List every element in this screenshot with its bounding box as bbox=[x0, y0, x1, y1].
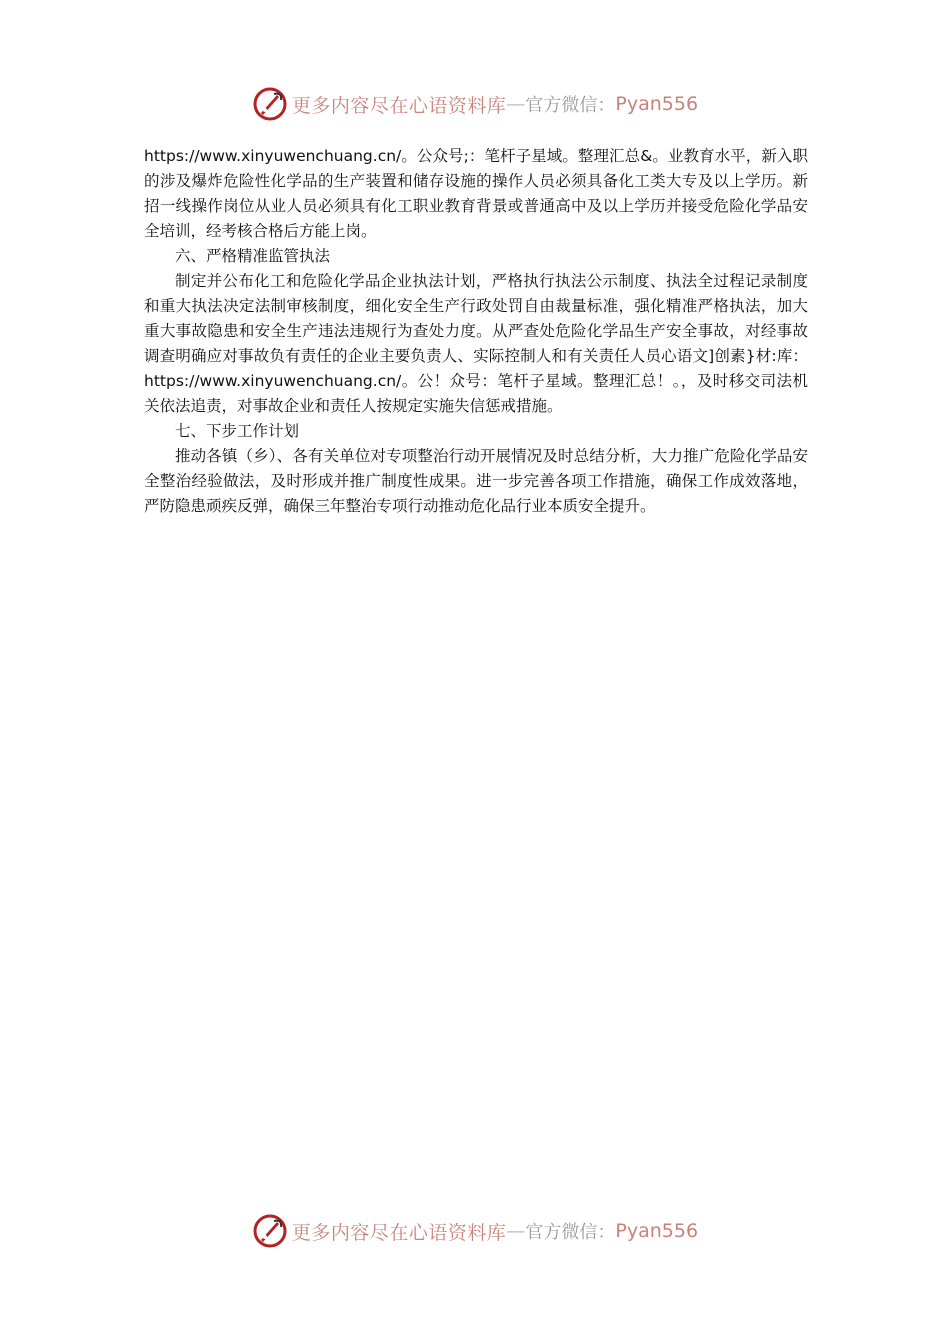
quill-seal-logo-icon bbox=[252, 86, 288, 122]
section-heading-7: 七、下步工作计划 bbox=[175, 422, 300, 440]
banner-wechat-label: 官方微信： bbox=[525, 95, 616, 116]
paragraph-intro: https://www.xinyuwenchuang.cn/。公众号;：笔杆子星域。整理汇总&。业教育水平，新入职的涉及爆炸危险性化学品的生产装置和储存设施的操作人员必须具备化工类大专及以上学历。新招一线操作岗位从业人员必须具有化工职业教育背景或普通高中及以上学历并接受危险化学品安全培训，经考核合格后方能上岗。 bbox=[144, 147, 808, 240]
paragraph-section-6: 制定并公布化工和危险化学品企业执法计划，严格执行执法公示制度、执法全过程记录制度和重大执法决定法制审核制度，细化安全生产行政处罚自由裁量标准，强化精准严格执法，加大重大事故隐患和安全生产违法违规行为查处力度。从严查处危险化学品生产安全事故，对经事故调查明确应对事故负有责任的企业主要负责人、实际控制人和有关责任人员心语文]创素}材:库：https://www.xinyuwenchuang.cn/。公！众号：笔杆子星域。整理汇总！。，及时移交司法机关依法追责，对事故企业和责任人按规定实施失信惩戒措施。 bbox=[144, 272, 808, 415]
footer-banner bbox=[0, 1209, 950, 1253]
quill-seal-logo-icon bbox=[252, 1213, 288, 1249]
section-heading-6: 六、严格精准监管执法 bbox=[175, 247, 331, 265]
header-banner bbox=[0, 82, 950, 126]
document-body bbox=[144, 144, 808, 519]
paragraph-section-7: 推动各镇（乡）、各有关单位对专项整治行动开展情况及时总结分析，大力推广危险化学品安全整治经验做法，及时形成并推广制度性成果。进一步完善各项工作措施，确保工作成效落地，严防隐患顽疾反弹，确保三年整治专项行动推动危化品行业本质安全提升。 bbox=[144, 447, 808, 515]
banner-wechat-id: Pyan556 bbox=[615, 1220, 699, 1242]
banner-title: 更多内容尽在心语资料库 bbox=[291, 1221, 507, 1244]
banner-wechat-id: Pyan556 bbox=[615, 93, 699, 115]
banner-wechat-label: 官方微信： bbox=[525, 1222, 616, 1243]
banner-separator: — bbox=[506, 1220, 526, 1242]
banner-separator: — bbox=[506, 93, 526, 115]
banner-title: 更多内容尽在心语资料库 bbox=[291, 94, 507, 117]
